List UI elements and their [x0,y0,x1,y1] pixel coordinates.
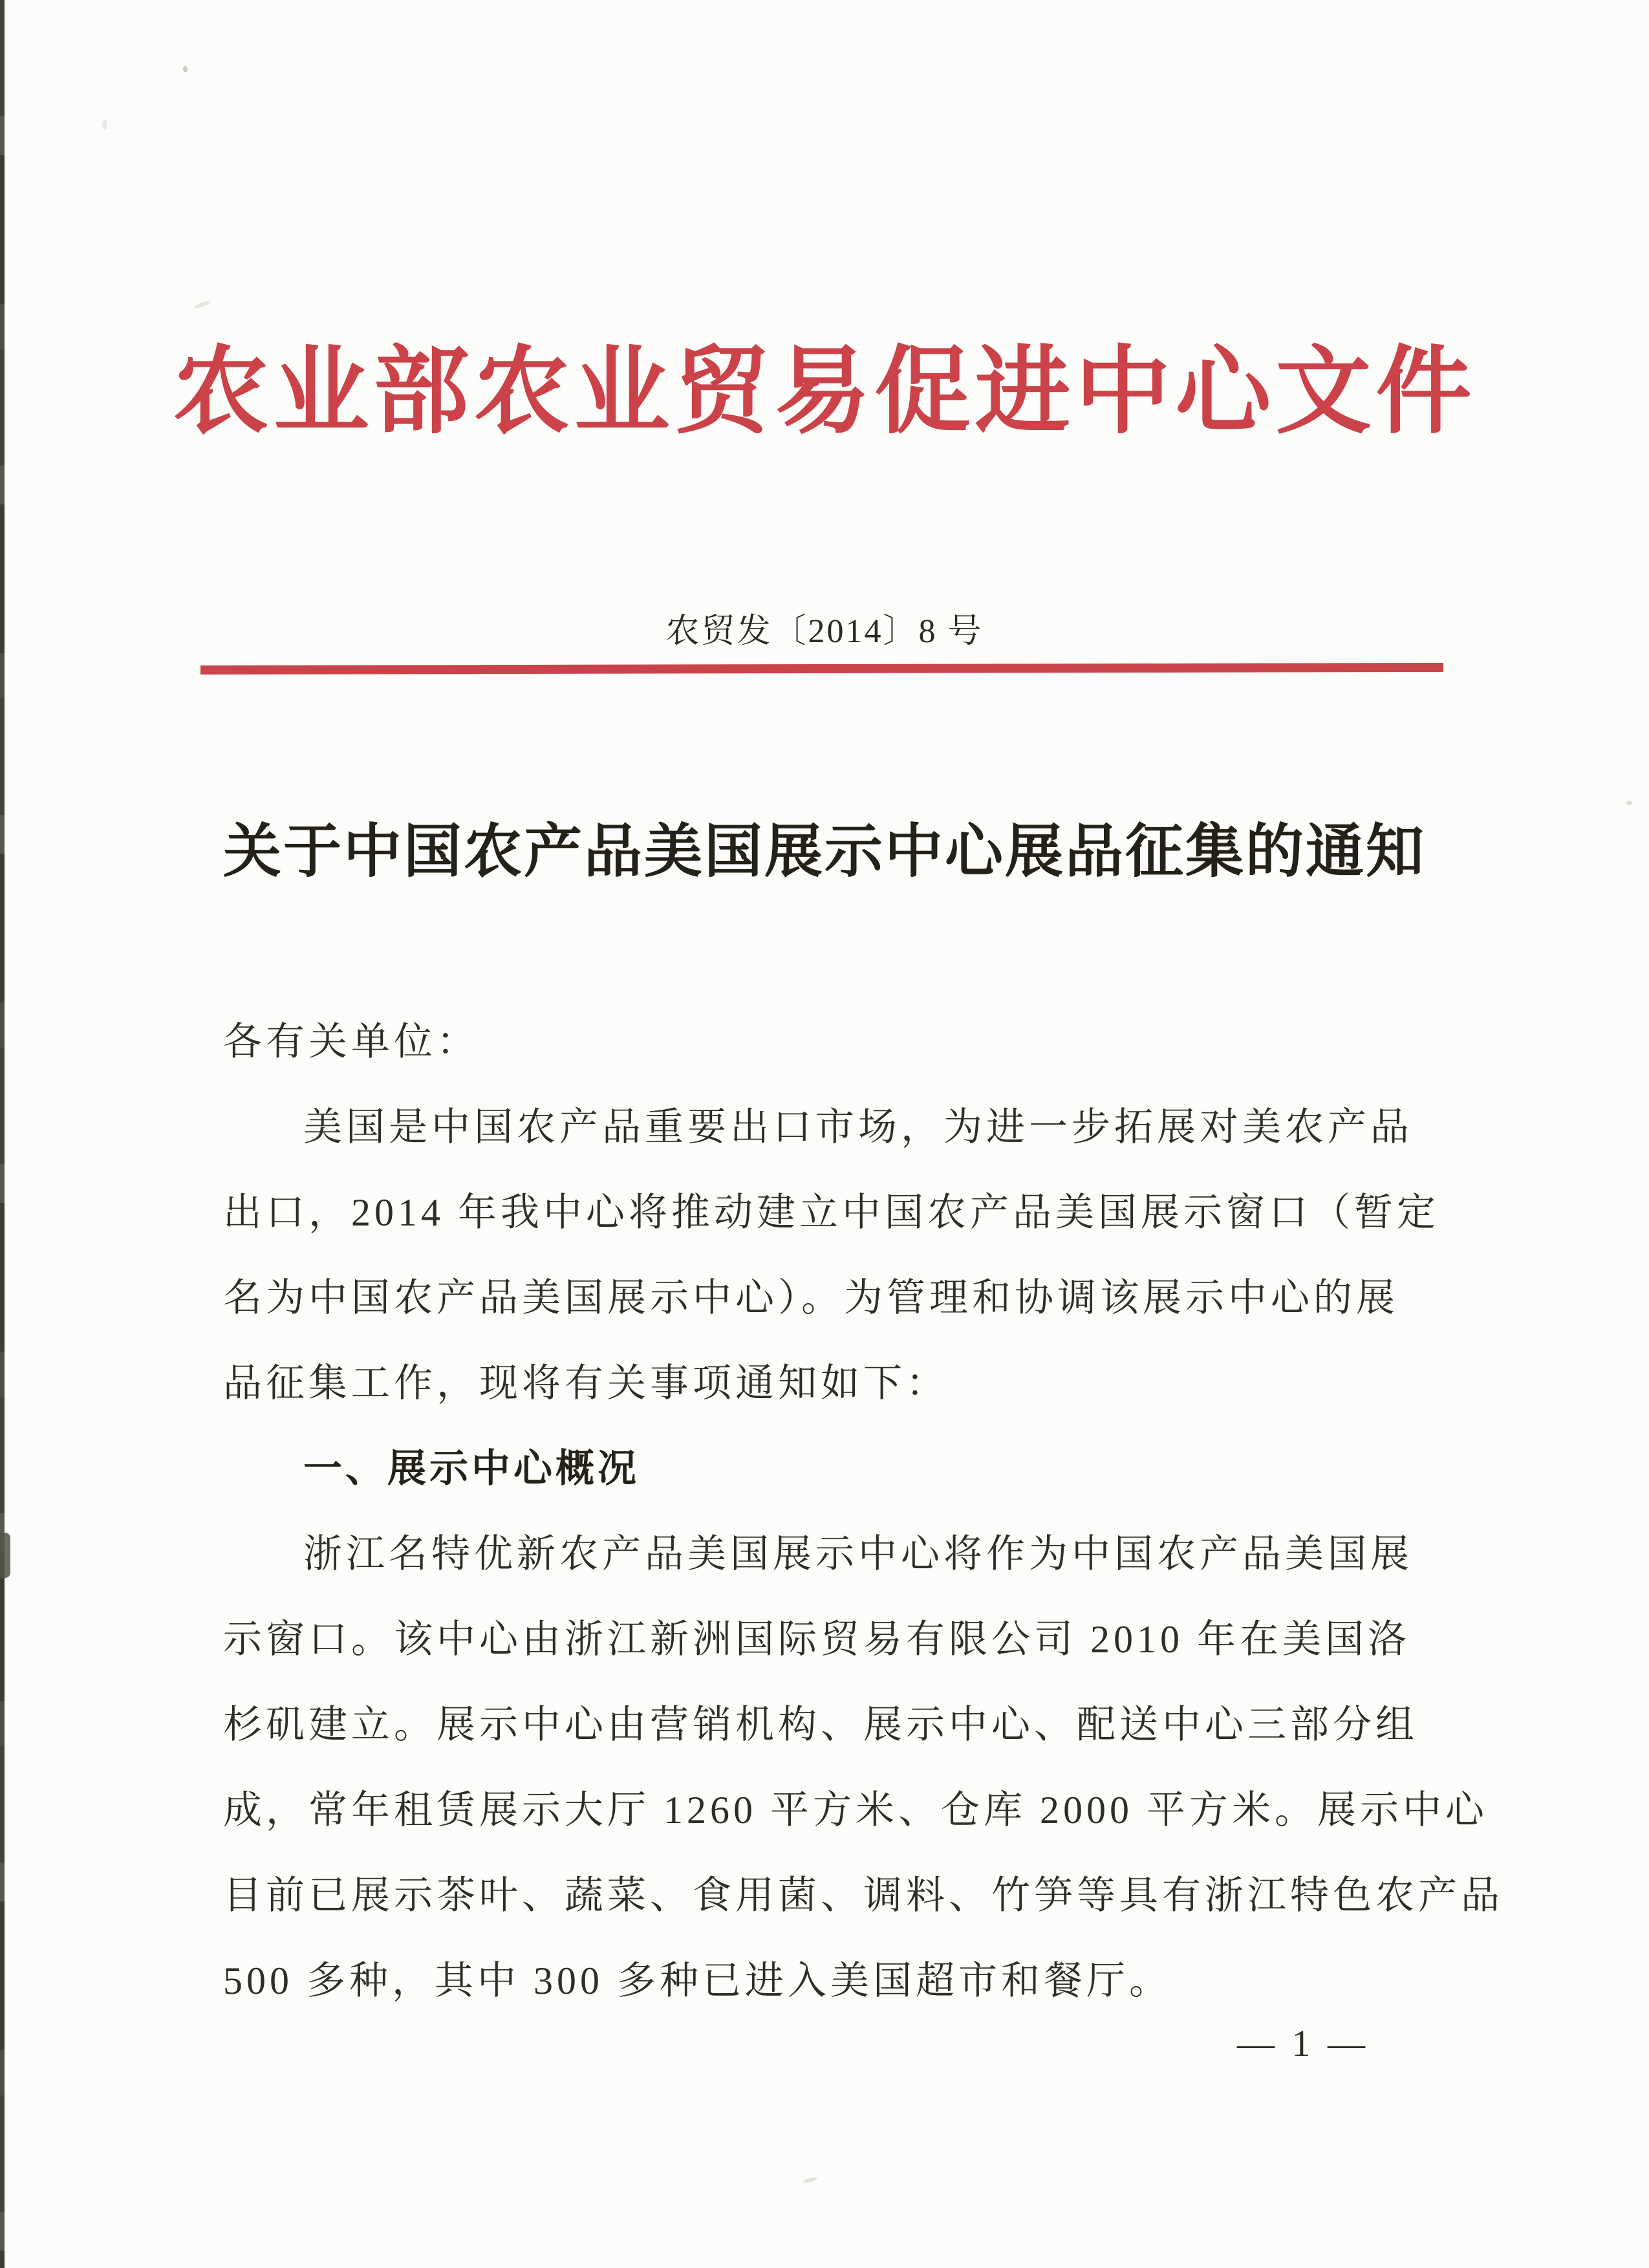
scan-speck [803,2176,818,2183]
scan-speck [194,300,211,310]
section1-line: 杉矶建立。展示中心由营销机构、展示中心、配送中心三部分组 [223,1703,1418,1746]
scan-edge-blob [0,1533,10,1578]
paragraph1-line: 名为中国农产品美国展示中心）。为管理和协调该展示中心的展 [223,1277,1399,1319]
salutation-line: 各有关单位： [223,1021,479,1063]
paragraph1-line: 品征集工作，现将有关事项通知如下： [223,1362,949,1405]
paragraph1-line: 美国是中国农产品重要出口市场，为进一步拓展对美农产品 [303,1106,1413,1149]
section1-line: 浙江名特优新农产品美国展示中心将作为中国农产品美国展 [303,1533,1413,1575]
scan-speck [102,120,107,130]
document-number: 农贸发〔2014〕8 号 [665,613,984,650]
page-number: — 1 — [1237,2022,1369,2064]
section1-line: 示窗口。该中心由浙江新洲国际贸易有限公司 2010 年在美国洛 [223,1618,1410,1661]
document-body [223,1011,1503,2035]
section1-line: 成，常年租赁展示大厅 1260 平方米、仓库 2000 平方米。展示中心 [223,1789,1488,1831]
scan-speck [183,66,188,72]
section1-line: 500 多种，其中 300 多种已进入美国超市和餐厅。 [223,1960,1172,2002]
red-divider-rule [200,663,1443,675]
section1-heading: 一、展示中心概况 [303,1447,640,1490]
red-header-title: 农业部农业贸易促进中心文件 [173,340,1476,446]
paragraph1-line: 出口，2014 年我中心将推动建立中国农产品美国展示窗口（暂定 [223,1191,1439,1234]
section1-line: 目前已展示茶叶、蔬菜、食用菌、调料、竹笋等具有浙江特色农产品 [223,1874,1503,1917]
document-title: 关于中国农产品美国展示中心展品征集的通知 [223,820,1426,884]
